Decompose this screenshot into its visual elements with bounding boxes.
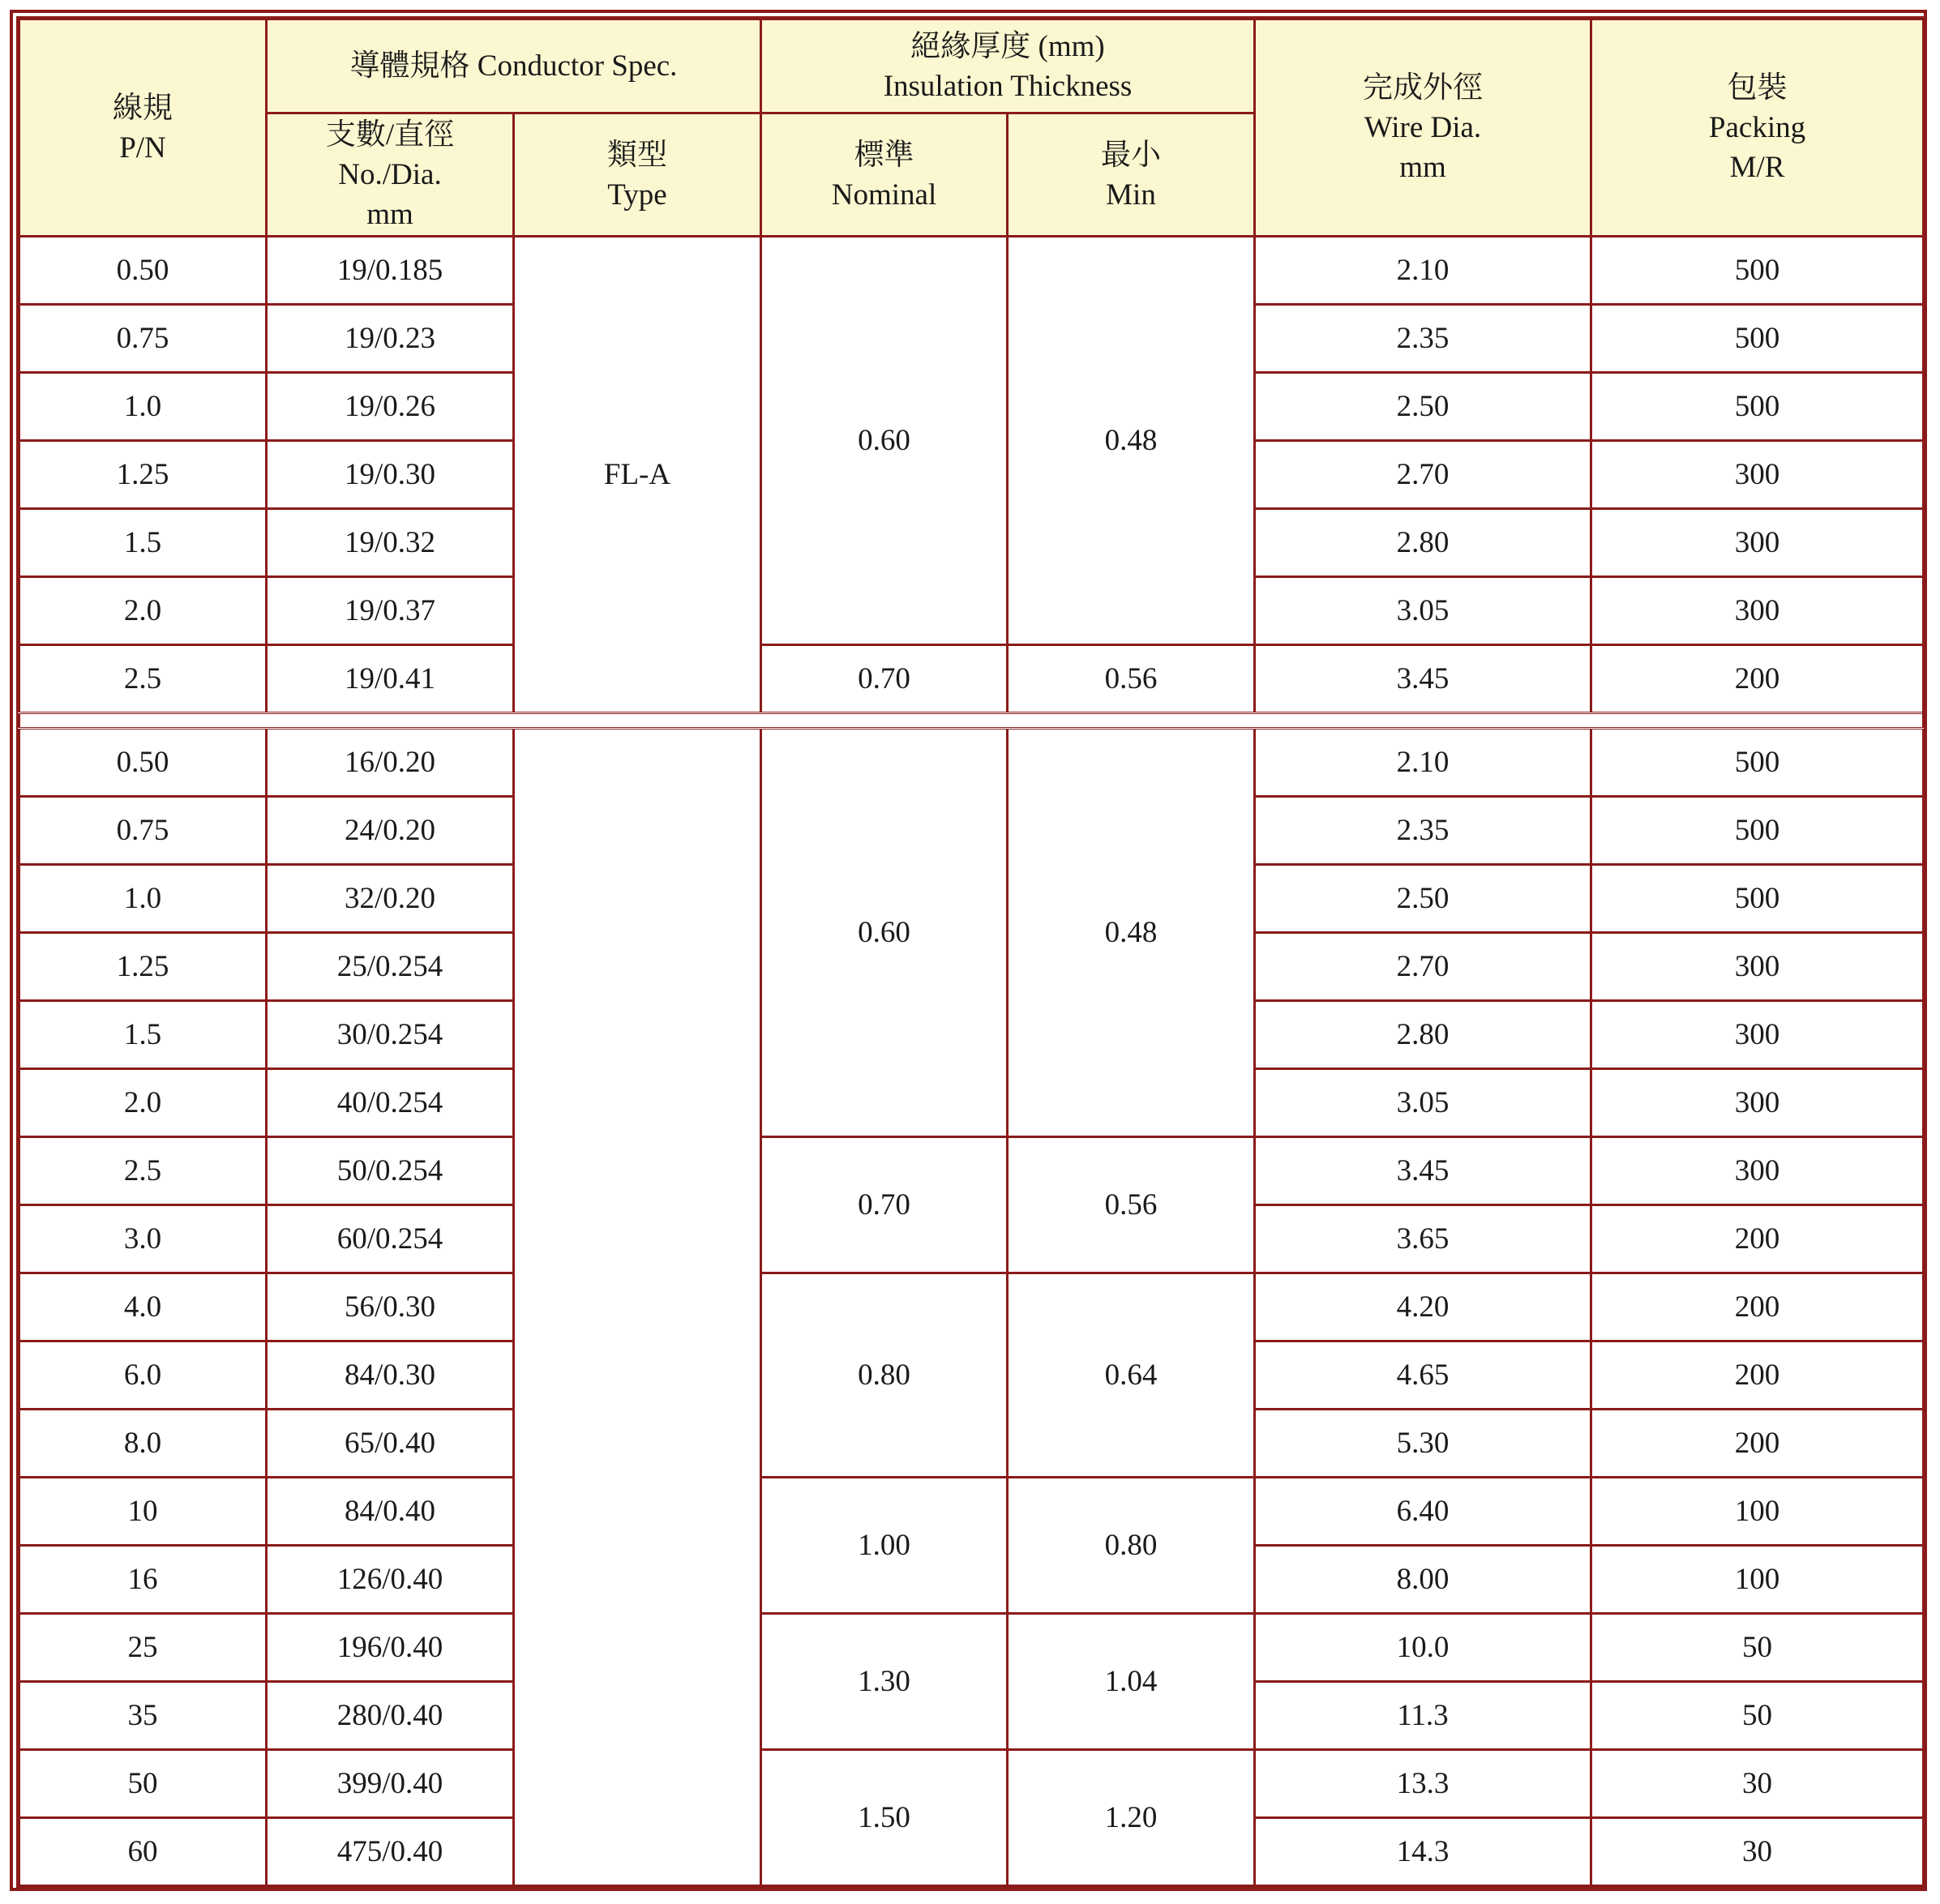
nominal-cell: 0.60 — [761, 237, 1008, 645]
packing-cell: 200 — [1591, 1205, 1924, 1273]
min-cell: 0.56 — [1008, 645, 1255, 713]
wire-dia-cell: 2.80 — [1255, 1001, 1591, 1069]
table-row — [19, 1273, 1924, 1341]
wire-dia-cell: 13.3 — [1255, 1750, 1591, 1818]
wire-dia-cell: 14.3 — [1255, 1818, 1591, 1886]
header-type: 類型 Type — [514, 113, 761, 237]
packing-cell: 50 — [1591, 1682, 1924, 1750]
packing-cell: 500 — [1591, 373, 1924, 441]
wire-dia-cell: 8.00 — [1255, 1546, 1591, 1614]
packing-cell: 500 — [1591, 729, 1924, 797]
wire-dia-cell: 3.45 — [1255, 645, 1591, 713]
table-row — [19, 237, 1924, 305]
no-dia-cell: 50/0.254 — [267, 1137, 514, 1205]
min-cell: 0.56 — [1008, 1137, 1255, 1273]
nominal-cell: 0.60 — [761, 729, 1008, 1137]
type-cell — [514, 729, 761, 1886]
wire-dia-cell: 3.05 — [1255, 1069, 1591, 1137]
no-dia-cell: 196/0.40 — [267, 1614, 514, 1682]
pn-cell: 2.0 — [19, 577, 267, 645]
no-dia-cell: 30/0.254 — [267, 1001, 514, 1069]
pn-cell: 6.0 — [19, 1341, 267, 1410]
wire-dia-cell: 3.65 — [1255, 1205, 1591, 1273]
min-cell: 0.48 — [1008, 237, 1255, 645]
packing-cell: 200 — [1591, 1410, 1924, 1478]
no-dia-cell: 19/0.30 — [267, 441, 514, 509]
min-cell: 0.80 — [1008, 1478, 1255, 1614]
packing-cell: 100 — [1591, 1478, 1924, 1546]
packing-cell: 300 — [1591, 509, 1924, 577]
wire-dia-cell: 2.50 — [1255, 865, 1591, 933]
wire-dia-cell: 4.65 — [1255, 1341, 1591, 1410]
nominal-cell: 1.00 — [761, 1478, 1008, 1614]
wire-dia-cell: 2.35 — [1255, 305, 1591, 373]
no-dia-cell: 19/0.32 — [267, 509, 514, 577]
pn-cell: 50 — [19, 1750, 267, 1818]
packing-cell: 300 — [1591, 933, 1924, 1001]
table-row — [19, 729, 1924, 797]
nominal-cell: 0.80 — [761, 1273, 1008, 1478]
wire-dia-cell: 2.35 — [1255, 797, 1591, 865]
min-cell: 1.20 — [1008, 1750, 1255, 1886]
pn-cell: 2.5 — [19, 645, 267, 713]
packing-cell: 200 — [1591, 1273, 1924, 1341]
packing-cell: 500 — [1591, 305, 1924, 373]
pn-cell: 1.25 — [19, 933, 267, 1001]
packing-cell: 200 — [1591, 645, 1924, 713]
no-dia-cell: 16/0.20 — [267, 729, 514, 797]
packing-cell: 300 — [1591, 1001, 1924, 1069]
no-dia-cell: 19/0.41 — [267, 645, 514, 713]
no-dia-cell: 475/0.40 — [267, 1818, 514, 1886]
packing-cell: 300 — [1591, 577, 1924, 645]
header-no-dia: 支數/直徑 No./Dia. mm — [267, 113, 514, 237]
nominal-cell: 1.50 — [761, 1750, 1008, 1886]
header-row-1 — [19, 19, 1924, 113]
packing-cell: 500 — [1591, 237, 1924, 305]
pn-cell: 8.0 — [19, 1410, 267, 1478]
min-cell: 0.64 — [1008, 1273, 1255, 1478]
no-dia-cell: 19/0.185 — [267, 237, 514, 305]
table-row — [19, 1614, 1924, 1682]
no-dia-cell: 56/0.30 — [267, 1273, 514, 1341]
table-row — [19, 1137, 1924, 1205]
packing-cell: 200 — [1591, 1341, 1924, 1410]
table-row — [19, 1750, 1924, 1818]
no-dia-cell: 280/0.40 — [267, 1682, 514, 1750]
no-dia-cell: 25/0.254 — [267, 933, 514, 1001]
wire-dia-cell: 4.20 — [1255, 1273, 1591, 1341]
section-separator — [19, 713, 1924, 729]
pn-cell: 1.5 — [19, 509, 267, 577]
header-nominal: 標準 Nominal — [761, 113, 1008, 237]
packing-cell: 300 — [1591, 1069, 1924, 1137]
type-cell: FL-A — [514, 237, 761, 713]
no-dia-cell: 19/0.23 — [267, 305, 514, 373]
wire-dia-cell: 11.3 — [1255, 1682, 1591, 1750]
wire-dia-cell: 2.50 — [1255, 373, 1591, 441]
pn-cell: 16 — [19, 1546, 267, 1614]
no-dia-cell: 19/0.26 — [267, 373, 514, 441]
no-dia-cell: 32/0.20 — [267, 865, 514, 933]
pn-cell: 10 — [19, 1478, 267, 1546]
pn-cell: 0.50 — [19, 729, 267, 797]
wire-dia-cell: 2.10 — [1255, 729, 1591, 797]
header-wire-dia: 完成外徑 Wire Dia. mm — [1255, 19, 1591, 237]
no-dia-cell: 399/0.40 — [267, 1750, 514, 1818]
min-cell: 0.48 — [1008, 729, 1255, 1137]
wire-dia-cell: 2.80 — [1255, 509, 1591, 577]
wire-dia-cell: 2.70 — [1255, 441, 1591, 509]
no-dia-cell: 24/0.20 — [267, 797, 514, 865]
pn-cell: 3.0 — [19, 1205, 267, 1273]
header-pn: 線規 P/N — [19, 19, 267, 237]
packing-cell: 300 — [1591, 1137, 1924, 1205]
nominal-cell: 0.70 — [761, 645, 1008, 713]
pn-cell: 60 — [19, 1818, 267, 1886]
no-dia-cell: 84/0.40 — [267, 1478, 514, 1546]
pn-cell: 2.5 — [19, 1137, 267, 1205]
header-min: 最小 Min — [1008, 113, 1255, 237]
no-dia-cell: 40/0.254 — [267, 1069, 514, 1137]
pn-cell: 1.25 — [19, 441, 267, 509]
header-insulation-thickness: 絕緣厚度 (mm) Insulation Thickness — [761, 19, 1255, 113]
pn-cell: 35 — [19, 1682, 267, 1750]
table-row — [19, 645, 1924, 713]
pn-cell: 1.0 — [19, 865, 267, 933]
no-dia-cell: 126/0.40 — [267, 1546, 514, 1614]
wire-dia-cell: 6.40 — [1255, 1478, 1591, 1546]
min-cell: 1.04 — [1008, 1614, 1255, 1750]
header-packing: 包裝 Packing M/R — [1591, 19, 1924, 237]
no-dia-cell: 65/0.40 — [267, 1410, 514, 1478]
pn-cell: 0.50 — [19, 237, 267, 305]
table-row — [19, 1478, 1924, 1546]
wire-dia-cell: 5.30 — [1255, 1410, 1591, 1478]
packing-cell: 30 — [1591, 1750, 1924, 1818]
nominal-cell: 1.30 — [761, 1614, 1008, 1750]
separator-cell — [19, 713, 1924, 729]
spec-table — [18, 18, 1925, 1887]
pn-cell: 1.5 — [19, 1001, 267, 1069]
no-dia-cell: 19/0.37 — [267, 577, 514, 645]
packing-cell: 50 — [1591, 1614, 1924, 1682]
no-dia-cell: 60/0.254 — [267, 1205, 514, 1273]
nominal-cell: 0.70 — [761, 1137, 1008, 1273]
packing-cell: 30 — [1591, 1818, 1924, 1886]
header-conductor-spec: 導體規格 Conductor Spec. — [267, 19, 761, 113]
wire-dia-cell: 2.70 — [1255, 933, 1591, 1001]
packing-cell: 500 — [1591, 865, 1924, 933]
pn-cell: 2.0 — [19, 1069, 267, 1137]
no-dia-cell: 84/0.30 — [267, 1341, 514, 1410]
pn-cell: 1.0 — [19, 373, 267, 441]
spec-table-body — [19, 237, 1924, 1886]
packing-cell: 100 — [1591, 1546, 1924, 1614]
wire-dia-cell: 2.10 — [1255, 237, 1591, 305]
pn-cell: 0.75 — [19, 305, 267, 373]
wire-dia-cell: 10.0 — [1255, 1614, 1591, 1682]
packing-cell: 300 — [1591, 441, 1924, 509]
packing-cell: 500 — [1591, 797, 1924, 865]
pn-cell: 0.75 — [19, 797, 267, 865]
pn-cell: 25 — [19, 1614, 267, 1682]
pn-cell: 4.0 — [19, 1273, 267, 1341]
wire-dia-cell: 3.05 — [1255, 577, 1591, 645]
wire-dia-cell: 3.45 — [1255, 1137, 1591, 1205]
